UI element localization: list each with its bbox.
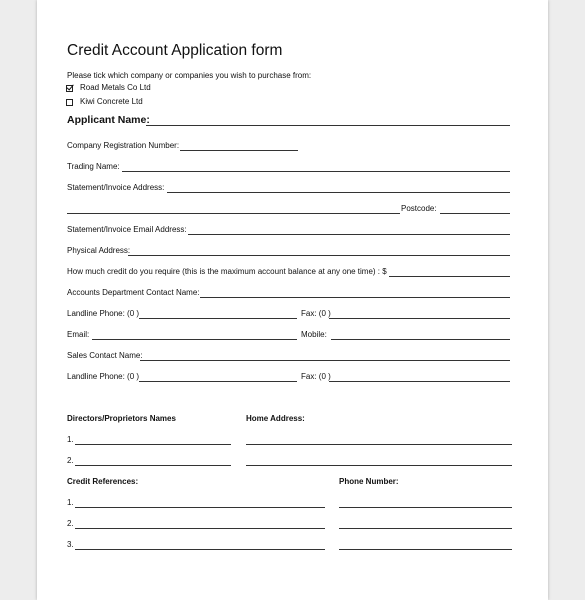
statement-email-line[interactable]: [188, 234, 510, 235]
applicant-name-label: Applicant Name:: [67, 114, 150, 126]
kiwi-concrete-checkbox[interactable]: [66, 99, 73, 106]
reference-1-phone-line[interactable]: [339, 507, 512, 508]
landline-phone-1-label: Landline Phone: (0 ): [67, 309, 140, 318]
reference-2-number: 2.: [67, 519, 74, 528]
director-1-address-line[interactable]: [246, 444, 512, 445]
landline-phone-1-line[interactable]: [139, 318, 297, 319]
physical-address-line[interactable]: [128, 255, 510, 256]
sales-contact-label: Sales Contact Name:: [67, 351, 143, 360]
reference-2-phone-line[interactable]: [339, 528, 512, 529]
phone-number-heading: Phone Number:: [339, 477, 399, 486]
director-1-name-line[interactable]: [75, 444, 231, 445]
trading-name-label: Trading Name:: [67, 162, 120, 171]
reference-1-number: 1.: [67, 498, 74, 507]
credit-references-heading: Credit References:: [67, 477, 139, 486]
fax-1-label: Fax: (0 ): [301, 309, 331, 318]
email-1-line[interactable]: [92, 339, 297, 340]
kiwi-concrete-label: Kiwi Concrete Ltd: [80, 97, 143, 106]
applicant-name-line[interactable]: [146, 125, 510, 126]
accounts-contact-line[interactable]: [200, 297, 510, 298]
reference-1-name-line[interactable]: [75, 507, 325, 508]
fax-2-line[interactable]: [329, 381, 510, 382]
home-address-heading: Home Address:: [246, 414, 305, 423]
sales-contact-line[interactable]: [140, 360, 510, 361]
road-metals-checkbox[interactable]: [66, 85, 73, 92]
company-registration-label: Company Registration Number:: [67, 141, 180, 150]
physical-address-label: Physical Address:: [67, 246, 131, 255]
postcode-label: Postcode:: [401, 204, 437, 213]
statement-address-line-2[interactable]: [67, 213, 400, 214]
landline-phone-2-label: Landline Phone: (0 ): [67, 372, 140, 381]
form-title: Credit Account Application form: [67, 42, 283, 59]
fax-2-label: Fax: (0 ): [301, 372, 331, 381]
mobile-1-label: Mobile:: [301, 330, 327, 339]
credit-required-label: How much credit do you require (this is the maximum account balance at any one time) : $: [67, 267, 387, 276]
director-2-address-line[interactable]: [246, 465, 512, 466]
director-2-name-line[interactable]: [75, 465, 231, 466]
statement-address-line[interactable]: [167, 192, 510, 193]
reference-3-name-line[interactable]: [75, 549, 325, 550]
director-1-number: 1.: [67, 435, 74, 444]
credit-required-line[interactable]: [389, 276, 510, 277]
email-1-label: Email:: [67, 330, 90, 339]
reference-3-number: 3.: [67, 540, 74, 549]
reference-3-phone-line[interactable]: [339, 549, 512, 550]
company-registration-line[interactable]: [180, 150, 298, 151]
trading-name-line[interactable]: [122, 171, 510, 172]
mobile-1-line[interactable]: [331, 339, 510, 340]
road-metals-label: Road Metals Co Ltd: [80, 83, 151, 92]
directors-heading: Directors/Proprietors Names: [67, 414, 176, 423]
form-page: [37, 0, 548, 600]
director-2-number: 2.: [67, 456, 74, 465]
statement-email-label: Statement/Invoice Email Address:: [67, 225, 187, 234]
accounts-contact-label: Accounts Department Contact Name:: [67, 288, 200, 297]
postcode-line[interactable]: [440, 213, 510, 214]
statement-address-label: Statement/Invoice Address:: [67, 183, 165, 192]
company-instruction: Please tick which company or companies you wish to purchase from:: [67, 71, 312, 80]
landline-phone-2-line[interactable]: [139, 381, 297, 382]
fax-1-line[interactable]: [329, 318, 510, 319]
reference-2-name-line[interactable]: [75, 528, 325, 529]
